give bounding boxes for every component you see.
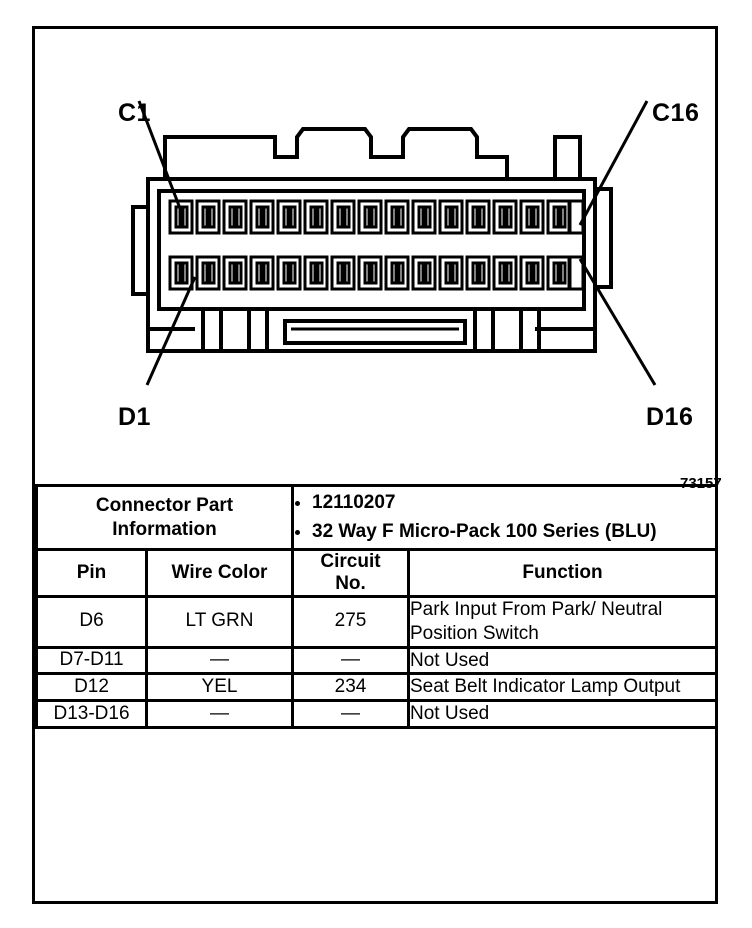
cell-wire-color: YEL [147, 674, 293, 701]
cell-function: Not Used [409, 701, 717, 728]
table-row [37, 647, 717, 674]
header-circuit-no [293, 550, 409, 597]
connector-part-info-row [37, 486, 717, 550]
table-row [37, 597, 717, 648]
connector-table-wrapper [35, 484, 715, 729]
cell-pin: D13-D16 [37, 701, 147, 728]
connector-illustration [35, 29, 722, 492]
connector-table [35, 484, 718, 729]
part-number-item: • 12110207 [312, 491, 715, 516]
cell-pin: D6 [37, 597, 147, 648]
cell-circuit-no: — [293, 647, 409, 674]
header-circuit-no-line1: Circuit [320, 551, 381, 573]
connector-type-item: • 32 Way F Micro-Pack 100 Series (BLU) [312, 520, 715, 545]
cell-function: Not Used [409, 647, 717, 674]
table-header-row [37, 550, 717, 597]
cell-wire-color: LT GRN [147, 597, 293, 648]
connector-part-info-line2: Information [112, 518, 217, 540]
header-circuit-no-line2: No. [335, 573, 366, 595]
figure-number: 73157 [680, 475, 722, 492]
cell-circuit-no: 275 [293, 597, 409, 648]
cell-function: Park Input From Park/ Neutral Position Switch [409, 597, 717, 648]
header-pin: Pin [37, 550, 147, 597]
connector-part-info-label [37, 486, 293, 550]
cell-function: Seat Belt Indicator Lamp Output [409, 674, 717, 701]
callout-c1: C1 [118, 99, 151, 127]
cell-circuit-no: 234 [293, 674, 409, 701]
cell-circuit-no: — [293, 701, 409, 728]
header-wire-color: Wire Color [147, 550, 293, 597]
cell-wire-color: — [147, 647, 293, 674]
cell-wire-color: — [147, 701, 293, 728]
connector-part-info-bullets [293, 486, 717, 550]
header-function: Function [409, 550, 717, 597]
cell-pin: D12 [37, 674, 147, 701]
callout-d16: D16 [646, 403, 694, 431]
callout-d1: D1 [118, 403, 151, 431]
callout-c16: C16 [652, 99, 700, 127]
table-row [37, 674, 717, 701]
table-row [37, 701, 717, 728]
cell-pin: D7-D11 [37, 647, 147, 674]
connector-part-info-line1: Connector Part [95, 494, 234, 516]
